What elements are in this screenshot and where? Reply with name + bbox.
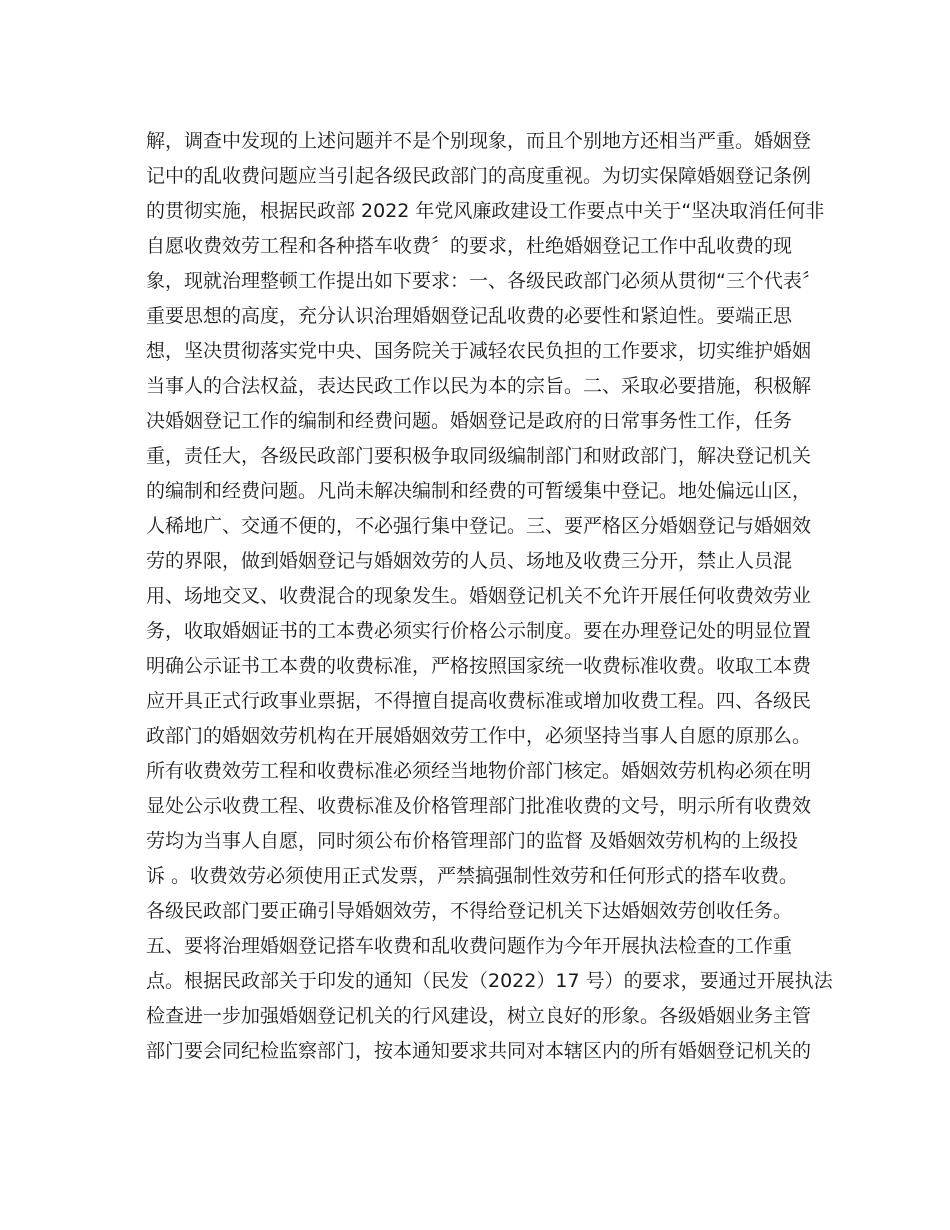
text-line: 决婚姻登记工作的编制和经费问题。婚姻登记是政府的日常事务性工作，任务	[146, 410, 793, 432]
text-line: 重要思想的高度，充分认识治理婚姻登记乱收费的必要性和紧迫性。要端正思	[146, 305, 793, 327]
text-line: 劳均为当事人自愿，同时须公布价格管理部门的监督 及婚姻效劳机构的上级投	[146, 830, 799, 852]
text-line: 所有收费效劳工程和收费标准必须经当地物价部门核定。婚姻效劳机构必须在明	[146, 760, 812, 782]
text-line: 诉 。收费效劳必须使用正式发票，严禁搞强制性效劳和任何形式的搭车收费。	[146, 865, 799, 887]
text-line: 检查进一步加强婚姻登记机关的行风建设，树立良好的形象。各级婚姻业务主管	[146, 1005, 812, 1027]
text-line: 点。根据民政部关于印发的通知（民发（2022）17 号）的要求，要通过开展执法	[146, 970, 833, 992]
text-line: 解，调查中发现的上述问题并不是个别现象，而且个别地方还相当严重。婚姻登	[146, 130, 812, 152]
text-line: 的贯彻实施，根据民政部 2022 年党风廉政建设工作要点中关于“坚决取消任何非	[146, 200, 825, 222]
body-text	[146, 124, 833, 1069]
text-line: 自愿收费效劳工程和各种搭车收费〞的要求，杜绝婚姻登记工作中乱收费的现	[146, 235, 793, 257]
text-line: 劳的界限，做到婚姻登记与婚姻效劳的人员、场地及收费三分开，禁止人员混	[146, 550, 793, 572]
text-line: 重，责任大，各级民政部门要积极争取同级编制部门和财政部门，解决登记机关	[146, 445, 812, 467]
text-line: 明确公示证书工本费的收费标准，严格按照国家统一收费标准收费。收取工本费	[146, 655, 812, 677]
text-line: 显处公示收费工程、收费标准及价格管理部门批准收费的文号，明示所有收费效	[146, 795, 812, 817]
text-line: 的编制和经费问题。凡尚未解决编制和经费的可暂缓集中登记。地处偏远山区，	[146, 480, 812, 502]
text-line: 五、要将治理婚姻登记搭车收费和乱收费问题作为今年开展执法检查的工作重	[146, 935, 793, 957]
text-line: 各级民政部门要正确引导婚姻效劳，不得给登记机关下达婚姻效劳创收任务。	[146, 900, 793, 922]
text-line: 政部门的婚姻效劳机构在开展婚姻效劳工作中，必须坚持当事人自愿的原那么。	[146, 725, 812, 747]
text-line: 记中的乱收费问题应当引起各级民政部门的高度重视。为切实保障婚姻登记条例	[146, 165, 812, 187]
text-line: 用、场地交叉、收费混合的现象发生。婚姻登记机关不允许开展任何收费效劳业	[146, 585, 812, 607]
text-line: 部门要会同纪检监察部门，按本通知要求共同对本辖区内的所有婚姻登记机关的	[146, 1040, 812, 1062]
text-line: 当事人的合法权益，表达民政工作以民为本的宗旨。二、采取必要措施，积极解	[146, 375, 812, 397]
text-line: 人稀地广、交通不便的，不必强行集中登记。三、要严格区分婚姻登记与婚姻效	[146, 515, 812, 537]
text-line: 象，现就治理整顿工作提出如下要求：一、各级民政部门必须从贯彻“三个代表〞	[146, 270, 821, 292]
text-line: 应开具正式行政事业票据，不得擅自提高收费标准或增加收费工程。四、各级民	[146, 690, 812, 712]
text-line: 想，坚决贯彻落实党中央、国务院关于减轻农民负担的工作要求，切实维护婚姻	[146, 340, 812, 362]
text-line: 务，收取婚姻证书的工本费必须实行价格公示制度。要在办理登记处的明显位置	[146, 620, 812, 642]
